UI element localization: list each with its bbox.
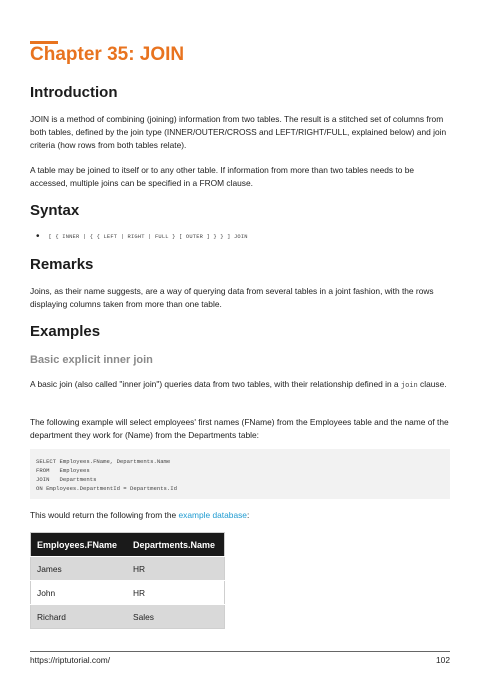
sql-code-block bbox=[30, 449, 450, 499]
examples-paragraph-1 bbox=[30, 378, 450, 393]
examples-p3-text: This would return the following from the bbox=[30, 510, 179, 520]
table-row bbox=[31, 557, 225, 581]
introduction-heading: Introduction bbox=[30, 84, 118, 101]
table-header-row bbox=[31, 533, 225, 557]
syntax-code: [ { INNER | { { LEFT | RIGHT | FULL } [ OUTER ] } } ] JOIN bbox=[48, 233, 248, 240]
examples-subheading: Basic explicit inner join bbox=[30, 354, 153, 366]
examples-paragraph-3 bbox=[30, 509, 450, 522]
chapter-title: Chapter 35: JOIN bbox=[30, 44, 185, 65]
remarks-heading: Remarks bbox=[30, 256, 94, 273]
table-cell: John bbox=[31, 581, 128, 605]
syntax-list-item bbox=[36, 231, 248, 242]
code-line: JOIN Departments bbox=[36, 476, 97, 483]
table-row bbox=[31, 581, 225, 605]
table-row bbox=[31, 605, 225, 629]
examples-heading: Examples bbox=[30, 323, 101, 340]
table-cell: James bbox=[31, 557, 128, 581]
table-cell: HR bbox=[127, 557, 225, 581]
remarks-paragraph: Joins, as their name suggests, are a way of querying data from several tables in a joint fashion, with the rows displaying columns taken from more than one table. bbox=[30, 286, 434, 309]
table-cell: Sales bbox=[127, 605, 225, 629]
code-line: SELECT Employees.FName, Departments.Name bbox=[36, 458, 171, 465]
examples-p1-text: A basic join (also called "inner join") queries data from two tables, with their relationship defined in a bbox=[30, 379, 401, 389]
inline-code-join: join bbox=[400, 382, 418, 390]
introduction-paragraph-1: JOIN is a method of combining (joining) information from two tables. The result is a stitched set of columns from both tables, defined by the join type (INNER/OUTER/CROSS and LEFT/RIGHT/FULL, explained below) and join criteria (how rows from both tables relate). bbox=[30, 114, 447, 150]
examples-p3-tail: : bbox=[246, 510, 250, 520]
table-header-cell: Employees.FName bbox=[31, 533, 128, 557]
table-cell: Richard bbox=[31, 605, 128, 629]
footer-url[interactable]: https://riptutorial.com/ bbox=[30, 655, 111, 665]
example-database-link[interactable]: example database bbox=[178, 510, 247, 520]
examples-paragraph-2: The following example will select employees' first names (FName) from the Employees table and the name of the department they work for (Name) from the Departments table: bbox=[30, 417, 449, 440]
table-cell: HR bbox=[127, 581, 225, 605]
bullet-icon: • bbox=[36, 231, 40, 242]
code-line: FROM Employees bbox=[36, 467, 90, 474]
examples-p1-tail: clause. bbox=[417, 379, 447, 389]
syntax-heading: Syntax bbox=[30, 202, 80, 219]
result-table bbox=[30, 532, 225, 629]
page-number: 102 bbox=[436, 655, 450, 665]
introduction-paragraph-2: A table may be joined to itself or to any other table. If information from more than two tables needs to be accessed, multiple joins can be specified in a FROM clause. bbox=[30, 165, 415, 188]
footer-rule bbox=[30, 651, 450, 652]
table-header-cell: Departments.Name bbox=[127, 533, 225, 557]
code-line: ON Employees.DepartmentId = Departments.Id bbox=[36, 485, 177, 492]
